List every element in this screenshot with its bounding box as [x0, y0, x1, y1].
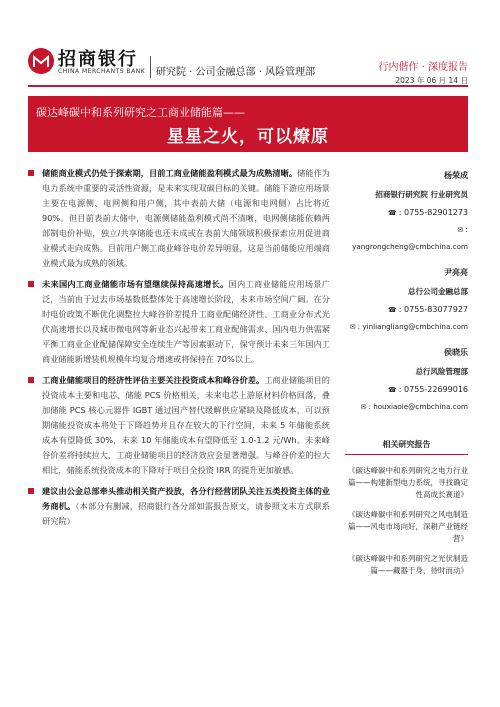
report-date: 2023 年 06 月 14 日	[395, 76, 468, 85]
summary-paragraph	[28, 277, 330, 367]
title-banner	[28, 96, 468, 152]
author-org: 总行公司金融总部	[408, 287, 468, 296]
author-name: 尹亮亮	[444, 268, 468, 277]
bullet-icon	[28, 281, 34, 287]
paragraph-lead: 建议由公金总部牵头推动相关资产投放，各分行经营团队关注五类投资主体的业务商机。	[42, 486, 330, 511]
bullet-icon	[28, 170, 34, 176]
bank-name-en: CHINA MERCHANTS BANK	[58, 68, 146, 75]
paragraph-lead: 未来国内工商业储能市场有望继续保持高速增长。	[42, 279, 229, 289]
author-org: 总行风险管理部	[415, 367, 468, 376]
related-report-item[interactable]: 《碳达峰碳中和系列研究之风电制造篇——风电市场向好，深耕产业链经营》	[348, 510, 468, 543]
related-reports-rule	[345, 454, 468, 455]
related-report-item[interactable]: 《碳达峰碳中和系列研究之电力行业篇——构建新型电力系统，寻找确定性高成长赛道》	[348, 466, 468, 499]
author-org: 招商银行研究院 行业研究员	[375, 190, 468, 199]
paragraph-lead: 储能商业模式仍处于探索期，目前工商业储能盈利模式最为成熟清晰。	[42, 168, 298, 178]
bank-name: 招商银行	[58, 49, 138, 70]
author-sidebar	[345, 170, 468, 585]
author-phone: 0755-22699016	[404, 385, 468, 394]
bullet-icon	[28, 488, 34, 494]
paragraph-lead: 工商业储能项目的经济性评估主要关注投资成本和峰谷价差。	[42, 375, 265, 385]
phone-icon: ☎	[388, 209, 397, 217]
summary-paragraph	[28, 484, 330, 529]
report-header	[0, 0, 500, 100]
bullet-icon	[28, 377, 34, 383]
cmb-logo-icon	[28, 48, 54, 74]
paragraph-body: 储能作为电力系统中重要的灵活性资源，是未来实现双碳目标的关键。储能下游应用场景主要在电源侧、电网侧和用户侧，其中表前大储（电源和电网侧）占比将近 90%。但目前表前大储中，电源侧储能盈利模式尚不清晰，电网侧储能依赖两部制电价补贴，独立/共享储能也还未成或在表前大储领域积极探索应用促进商业模式走向成熟。目前用户侧工商业峰谷电价差异明显，这是当前储能应用端商业模式最为成熟的领域。	[42, 168, 330, 268]
author-block: 侯晓乐 总行风险管理部 ☎ : 0755-22699016 ✉ : houxiaole@cmbchina.com	[345, 347, 468, 411]
phone-icon: ☎	[388, 306, 397, 314]
header-divider	[150, 56, 151, 78]
report-subtitle: 碳达峰碳中和系列研究之工商业储能篇——	[36, 106, 245, 119]
related-reports-title: 相关研究报告	[382, 440, 431, 449]
author-email[interactable]: yangrongcheng@cmbchina.com	[352, 242, 468, 251]
author-phone: 0755-83077927	[404, 305, 468, 314]
email-icon: ✉	[349, 323, 356, 331]
summary-paragraph	[28, 166, 330, 271]
email-icon: ✉	[457, 226, 464, 234]
summary-paragraph	[28, 373, 330, 478]
email-icon: ✉	[360, 403, 367, 411]
author-block: 杨荣成 招商银行研究院 行业研究员 ☎ : 0755-82901273 ✉ : yangrongcheng@cmbchina.com	[345, 170, 468, 251]
paragraph-body: （本部分有删减，招商银行各分部如需报告原文，请参照文末方式联系研究院）	[42, 501, 330, 526]
phone-icon: ☎	[388, 386, 397, 394]
author-email[interactable]: yinliangliang@cmbchina.com	[362, 322, 468, 331]
summary-content	[28, 166, 330, 535]
related-report-item[interactable]: 《碳达峰碳中和系列研究之光伏制造篇——藏器于身，待时而动》	[348, 554, 468, 575]
department-label: 研究院 · 公司金融总部 · 风险管理部	[156, 67, 316, 78]
logo-mark	[33, 54, 49, 68]
paragraph-body: 国内工商业储能应用场景广泛，当前由于过去市场基数低整体处于高速增长阶段，未来市场空间广阔。在分时电价政策不断优化调整拉大峰谷价差提升工商业配储经济性、工商业分布式光伏高速增长以及城市微电网等新业态兴起带来工商业配储需求、国内电力供需紧平衡工商业企业配储保障安全连续生产等因素驱动下，保守预计未来三年国内工商业储能新增装机规模年均复合增速或将保持在 70%以上。	[42, 279, 330, 364]
header-rule	[28, 85, 468, 87]
author-phone: 0755-82901273	[404, 208, 468, 217]
paragraph-body: 工商业储能项目的投资成本主要和电芯、储能 PCS 价格相关，未来电芯上游原材料价格回落，叠加储能 PCS 核心元器件 IGBT 通过国产替代缓解供应紧缺及降低成本，可以预期储能投资成本将处于下降趋势并且存在较大的下行空间，未来 5 年储能系统成本有望降低 30%，未来 10 年储能成本有望降低至 1.0-1.2 元/Wh。未来峰谷价差将持续拉大，工商业储能项目的经济效应会显著增强。与峰谷价差的拉大相比，储能系统投资成本的下降对于项目全投资 IRR 的提升更加敏感。	[42, 375, 330, 475]
author-email[interactable]: houxiaole@cmbchina.com	[373, 402, 468, 411]
author-block: 尹亮亮 总行公司金融总部 ☎ : 0755-83077927 ✉ : yinliangliang@cmbchina.com	[345, 267, 468, 331]
author-name: 杨荣成	[444, 171, 468, 180]
report-type: 行内偕作 · 深度报告	[378, 62, 468, 73]
author-name: 侯晓乐	[444, 348, 468, 357]
report-title: 星星之火，可以燎原	[167, 127, 329, 147]
